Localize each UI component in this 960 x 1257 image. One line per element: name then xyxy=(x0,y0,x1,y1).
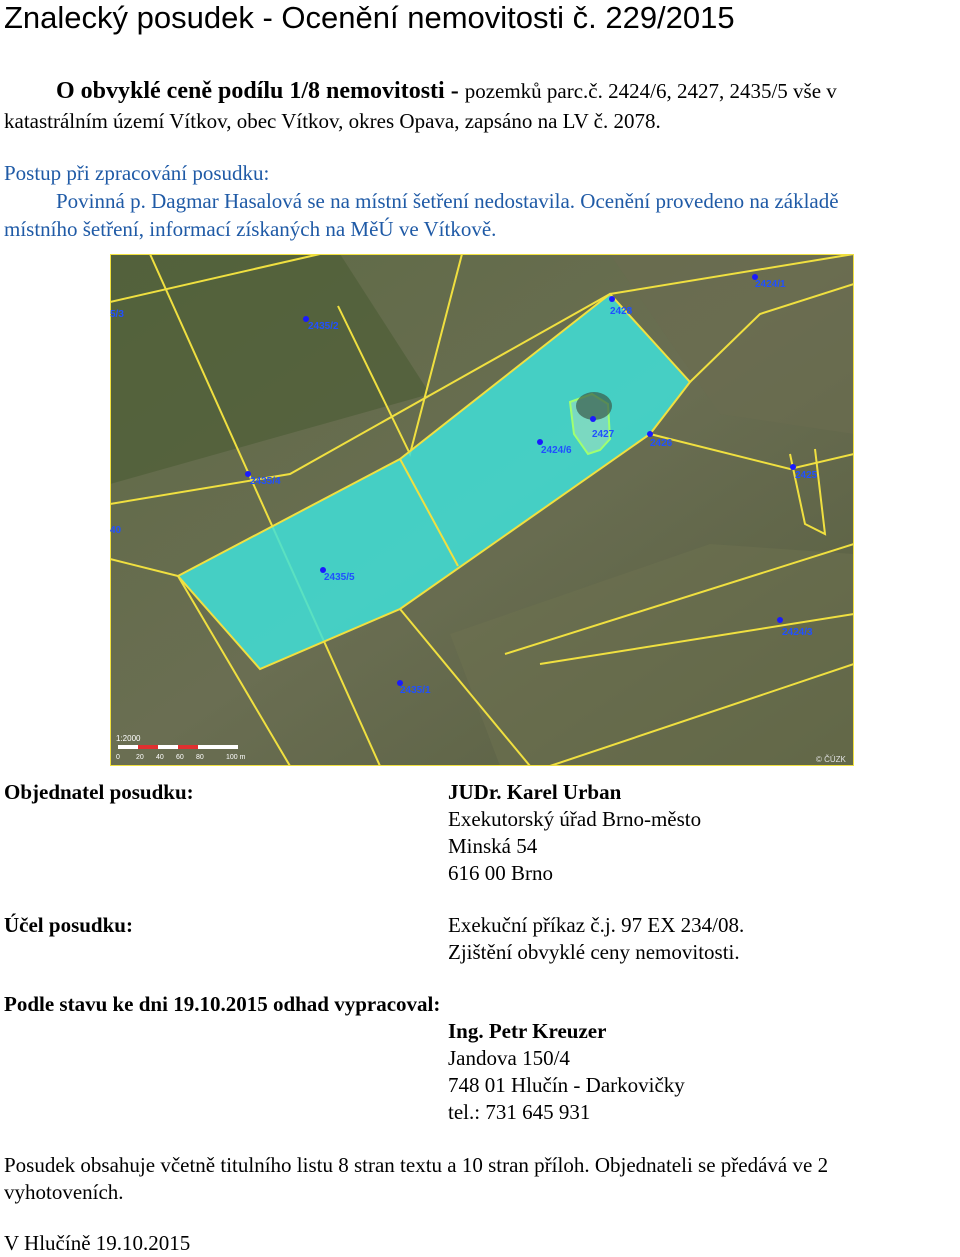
parcel-label: 2428 xyxy=(610,306,633,317)
subject-line-1 xyxy=(56,78,837,105)
parcel-label: 5/3 xyxy=(110,309,124,320)
parcel-label: 2426 xyxy=(650,438,673,449)
point-marker xyxy=(609,296,615,302)
expert-line-1: Jandova 150/4 xyxy=(448,1046,570,1070)
scale-tick: 20 xyxy=(136,754,144,761)
scale-segment xyxy=(118,745,138,749)
procedure-line-1: Povinná p. Dagmar Hasalová se na místní šetření nedostavila. Ocenění provedeno na základě xyxy=(56,189,839,213)
scale-tick: 40 xyxy=(156,754,164,761)
document-title: Znalecký posudek - Ocenění nemovitosti č. 229/2015 xyxy=(4,0,735,35)
client-name: JUDr. Karel Urban xyxy=(448,780,622,804)
scale-segment xyxy=(198,745,238,749)
scale-segment xyxy=(158,745,178,749)
cadastral-map xyxy=(110,254,854,766)
parcel-label: 2425 xyxy=(795,470,818,481)
parcel-label: 2424/6 xyxy=(541,445,572,456)
point-marker xyxy=(647,431,653,437)
expert-line-3: tel.: 731 645 931 xyxy=(448,1100,591,1124)
scale-segment xyxy=(138,745,158,749)
expert-label: Podle stavu ke dni 19.10.2015 odhad vypracoval: xyxy=(4,992,441,1016)
parcel-label: 2435/5 xyxy=(324,572,355,583)
copyright-watermark: © ČÚZK xyxy=(816,755,846,764)
client-line-2: Minská 54 xyxy=(448,834,538,858)
expert-line-2: 748 01 Hlučín - Darkovičky xyxy=(448,1073,685,1097)
scale-segment xyxy=(178,745,198,749)
point-marker xyxy=(590,416,596,422)
note-line-2: vyhotoveních. xyxy=(4,1180,124,1204)
procedure-heading: Postup při zpracování posudku: xyxy=(4,161,270,185)
scale-text: 1:2000 xyxy=(116,734,141,743)
parcel-label: 2427 xyxy=(592,429,615,440)
pond xyxy=(576,392,612,420)
point-marker xyxy=(777,617,783,623)
scale-tick: 80 xyxy=(196,754,204,761)
expert-name: Ing. Petr Kreuzer xyxy=(448,1019,607,1043)
procedure-line-2: místního šetření, informací získaných na MěÚ ve Vítkově. xyxy=(4,217,497,241)
purpose-line-2: Zjištění obvyklé ceny nemovitosti. xyxy=(448,940,740,964)
client-label: Objednatel posudku: xyxy=(4,780,194,804)
scale-tick: 0 xyxy=(116,754,120,761)
purpose-label: Účel posudku: xyxy=(4,913,133,937)
scale-tick: 60 xyxy=(176,754,184,761)
parcel-label: 2435/1 xyxy=(400,685,431,696)
purpose-line-1: Exekuční příkaz č.j. 97 EX 234/08. xyxy=(448,913,745,937)
parcel-label: 2424/1 xyxy=(755,279,786,290)
subject-line-2: katastrálním území Vítkov, obec Vítkov, okres Opava, zapsáno na LV č. 2078. xyxy=(4,109,661,133)
parcel-label: 2435/2 xyxy=(308,321,339,332)
parcel-label: 2435/4 xyxy=(250,476,281,487)
map-svg xyxy=(110,254,854,766)
place-date: V Hlučíně 19.10.2015 xyxy=(4,1231,191,1255)
subject-bold: O obvyklé ceně podílu 1/8 nemovitosti - xyxy=(56,78,465,104)
scale-tick: 100 m xyxy=(226,754,246,761)
parcel-label: 40 xyxy=(110,525,122,536)
note-line-1: Posudek obsahuje včetně titulního listu 8 stran textu a 10 stran příloh. Objednateli se předává ve 2 xyxy=(4,1153,829,1177)
subject-rest: pozemků parc.č. 2424/6, 2427, 2435/5 vše v xyxy=(464,79,837,103)
client-line-1: Exekutorský úřad Brno-město xyxy=(448,807,702,831)
client-line-3: 616 00 Brno xyxy=(448,861,553,885)
parcel-label: 2424/3 xyxy=(782,627,813,638)
